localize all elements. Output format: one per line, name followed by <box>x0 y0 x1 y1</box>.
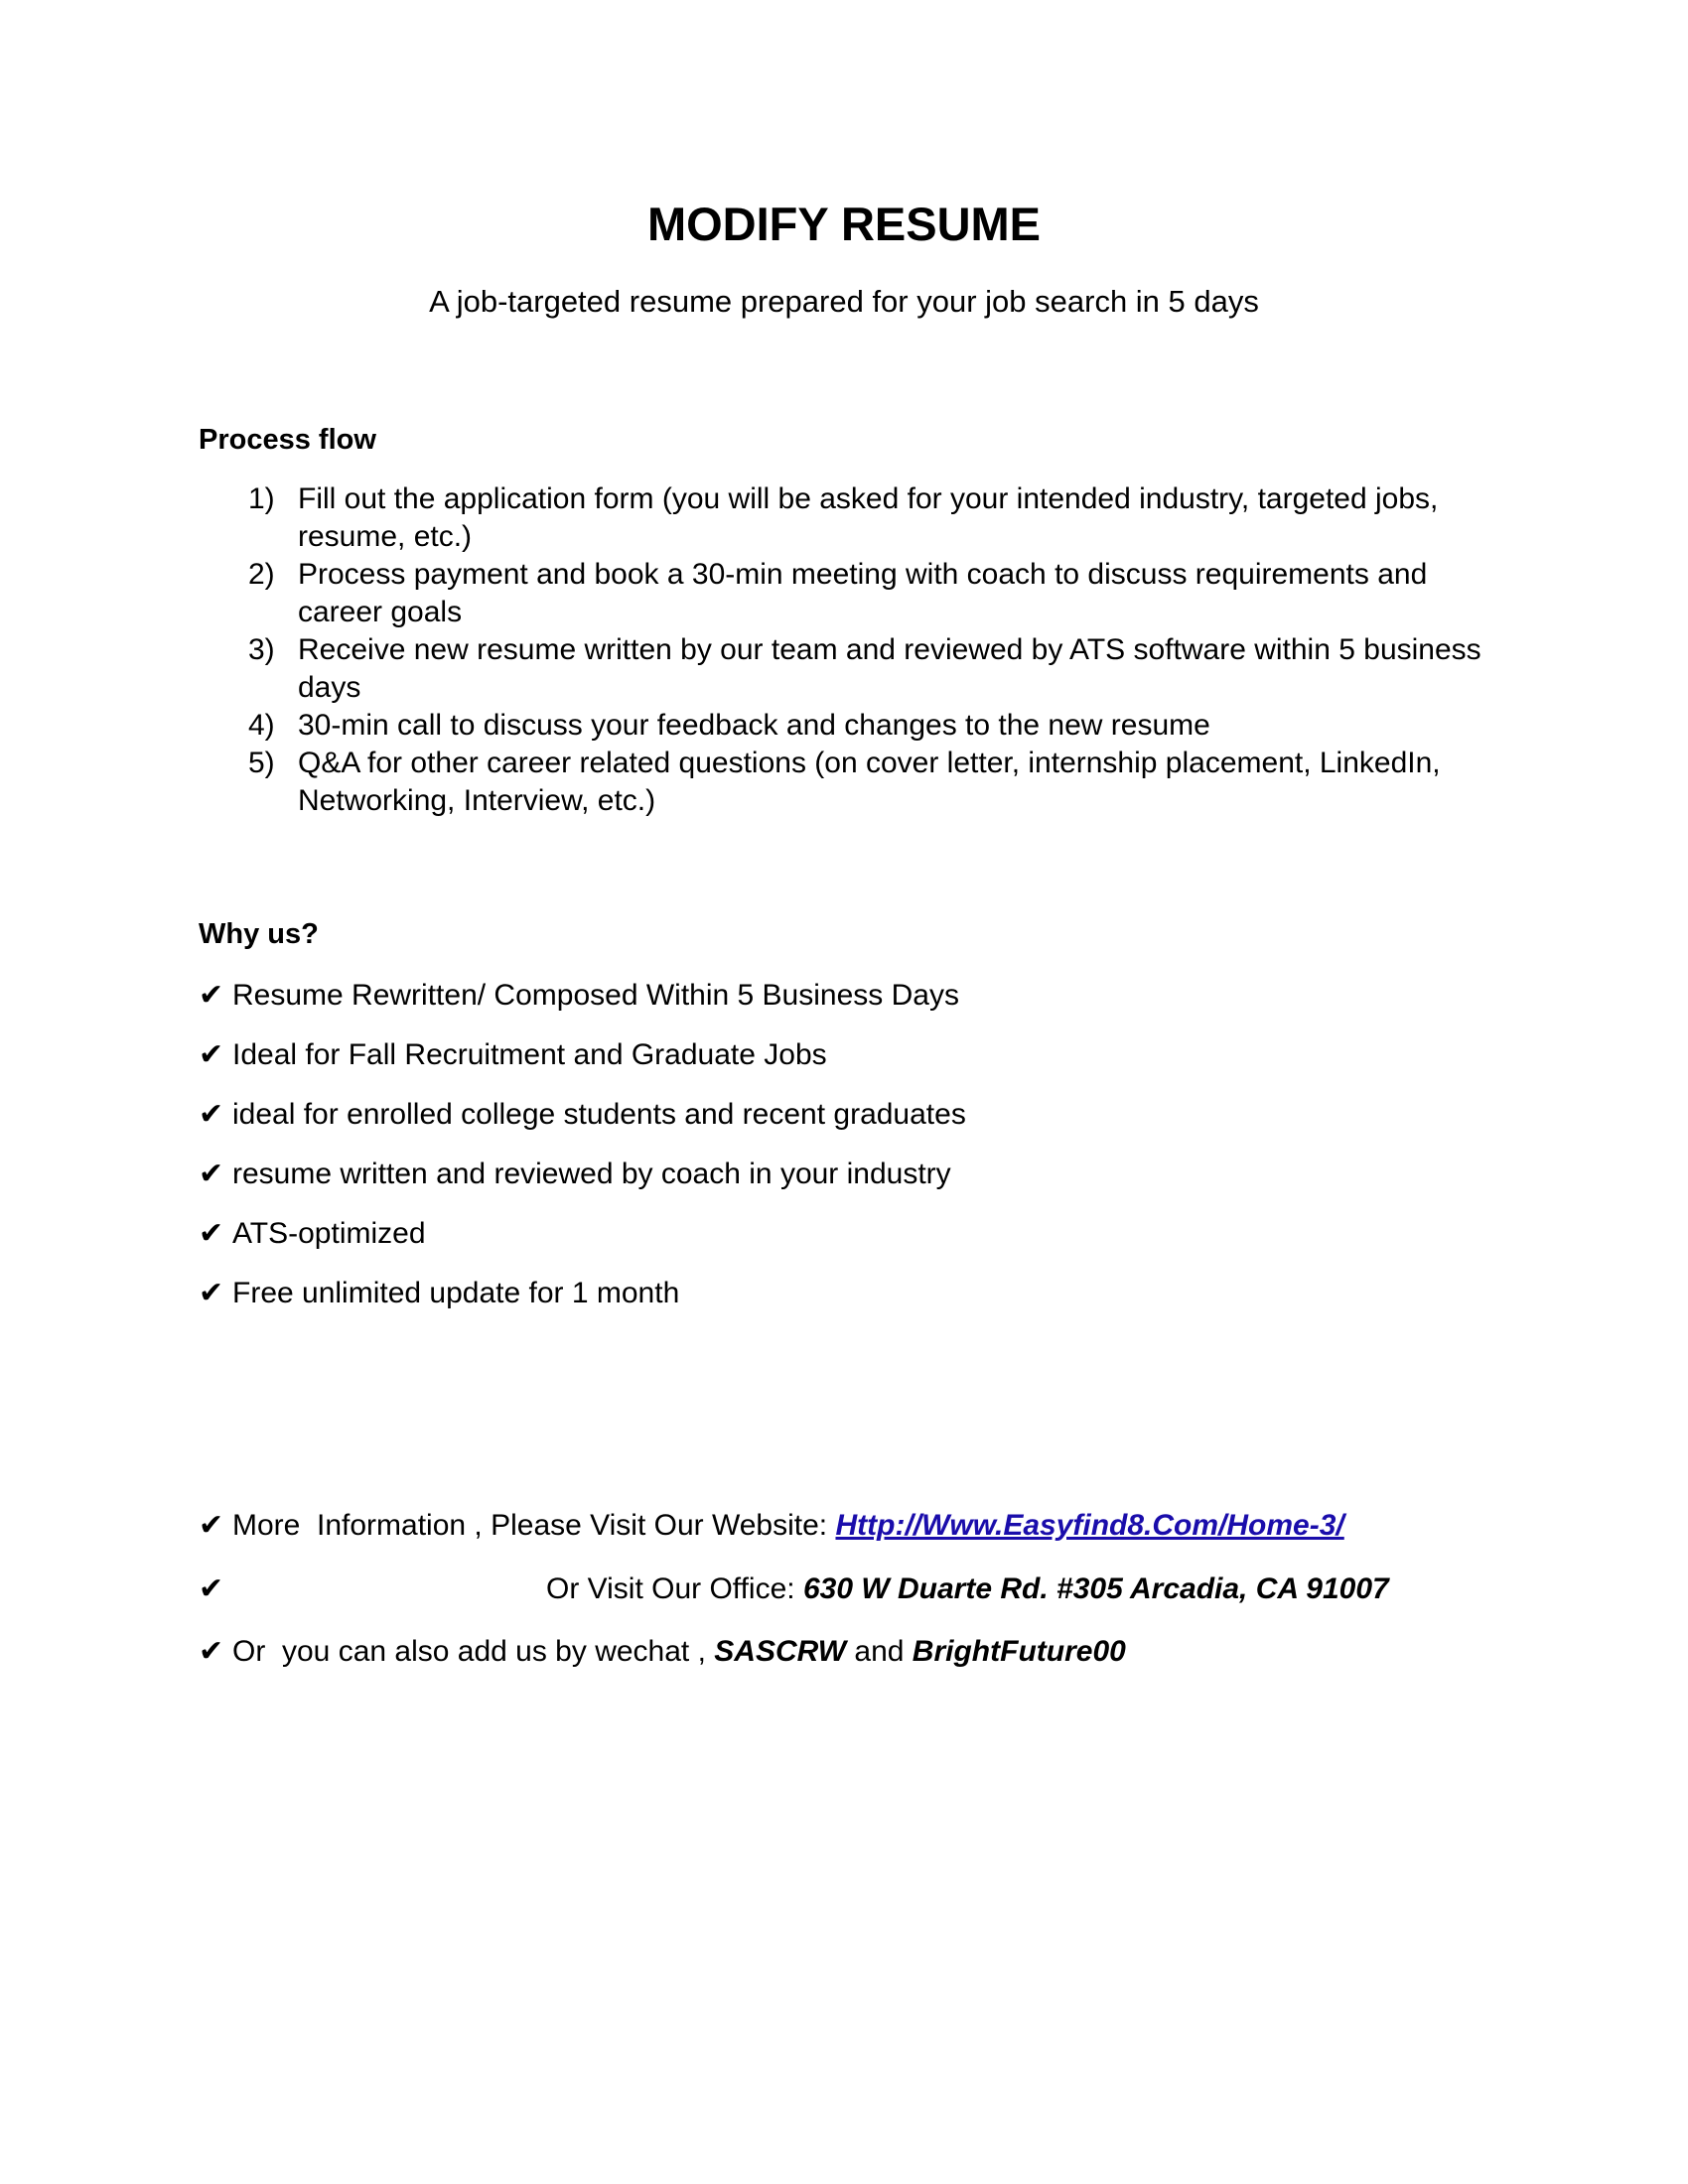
process-steps-list <box>199 480 1489 820</box>
step-text: Q&A for other career related questions (on cover letter, internship placement, LinkedIn, Networking, Interview, etc.) <box>298 747 1441 817</box>
wechat-id-1: SASCRW <box>714 1635 847 1668</box>
wechat-prefix: Or you can also add us by wechat , <box>232 1635 715 1668</box>
check-icon: ✔ <box>199 1158 224 1190</box>
step-text: 30-min call to discuss your feedback and changes to the new resume <box>298 709 1210 742</box>
step-number: 1) <box>248 482 275 515</box>
step-number: 3) <box>248 633 275 666</box>
office-line <box>199 1570 1389 1608</box>
website-link[interactable]: Http://Www.Easyfind8.Com/Home-3/ <box>835 1509 1344 1542</box>
wechat-line <box>199 1633 1126 1671</box>
process-step <box>199 556 1489 631</box>
why-us-item <box>199 1215 966 1275</box>
step-number: 5) <box>248 747 275 779</box>
wechat-id-2: BrightFuture00 <box>912 1635 1126 1668</box>
check-icon: ✔ <box>199 1277 224 1309</box>
why-us-heading: Why us? <box>199 918 319 950</box>
why-us-list <box>199 977 966 1334</box>
why-us-text: Ideal for Fall Recruitment and Graduate Jobs <box>232 1038 827 1071</box>
why-us-text: resume written and reviewed by coach in your industry <box>232 1158 951 1190</box>
why-us-item <box>199 1096 966 1156</box>
check-icon: ✔ <box>199 1572 224 1605</box>
process-step <box>199 480 1489 556</box>
why-us-text: ideal for enrolled college students and recent graduates <box>232 1098 966 1131</box>
why-us-item <box>199 1036 966 1096</box>
why-us-item <box>199 1275 966 1334</box>
website-line <box>199 1507 1344 1545</box>
step-number: 2) <box>248 558 275 591</box>
check-icon: ✔ <box>199 979 224 1012</box>
why-us-text: Free unlimited update for 1 month <box>232 1277 680 1309</box>
why-us-item <box>199 977 966 1036</box>
wechat-and: and <box>846 1635 913 1668</box>
office-prefix: Or Visit Our Office: <box>546 1572 803 1605</box>
step-text: Process payment and book a 30-min meeting with coach to discuss requirements and career goals <box>298 558 1428 628</box>
why-us-text: Resume Rewritten/ Composed Within 5 Business Days <box>232 979 959 1012</box>
office-text <box>546 1570 1389 1608</box>
website-prefix: More Information , Please Visit Our Website: <box>232 1509 836 1542</box>
page-subtitle: A job-targeted resume prepared for your job search in 5 days <box>429 284 1259 319</box>
process-flow-heading: Process flow <box>199 424 376 456</box>
process-step <box>199 745 1489 820</box>
process-step <box>199 631 1489 707</box>
step-text: Fill out the application form (you will be asked for your intended industry, targeted jobs, resume, etc.) <box>298 482 1439 553</box>
check-icon: ✔ <box>199 1038 224 1071</box>
step-text: Receive new resume written by our team and reviewed by ATS software within 5 business days <box>298 633 1481 704</box>
check-icon: ✔ <box>199 1098 224 1131</box>
why-us-text: ATS-optimized <box>232 1217 426 1250</box>
page-title: MODIFY RESUME <box>646 198 1042 250</box>
process-step <box>199 707 1489 745</box>
check-icon: ✔ <box>199 1217 224 1250</box>
check-icon: ✔ <box>199 1509 224 1542</box>
step-number: 4) <box>248 709 275 742</box>
office-address: 630 W Duarte Rd. #305 Arcadia, CA 91007 <box>802 1572 1389 1605</box>
check-icon: ✔ <box>199 1635 224 1668</box>
why-us-item <box>199 1156 966 1215</box>
